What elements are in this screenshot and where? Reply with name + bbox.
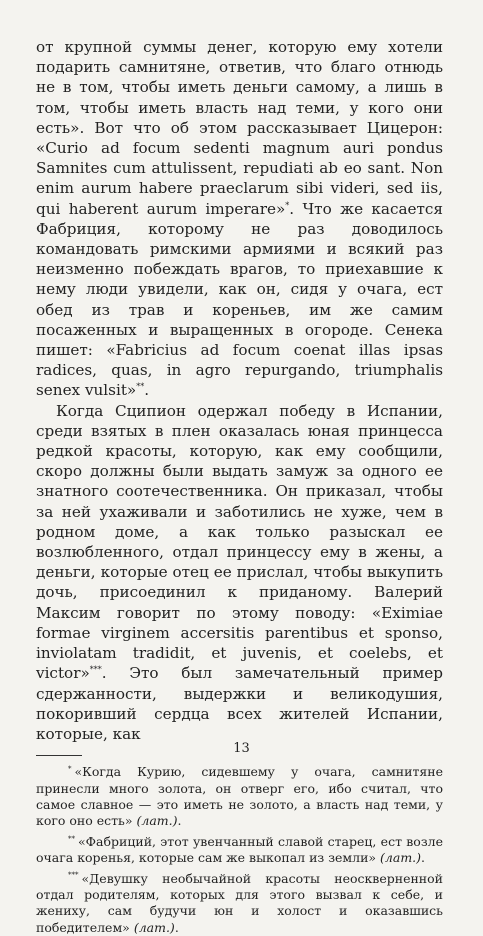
footnote-1-lang: (лат.) [136, 813, 178, 829]
paragraph-2 [36, 401, 443, 744]
page-number: 13 [233, 741, 250, 756]
footnote-1-end: . [177, 813, 182, 829]
main-text [36, 37, 443, 744]
footnote-3-lang: (лат.) [133, 919, 175, 935]
footnote-3-text: «Девушку необычайной красоты неоскверненной отдал родителям, которых для этого вызвал к себе, и жениху, сам будучи юн и холост и оказавшись победителем» [36, 870, 443, 935]
paragraph-1-text-b: . Что же касается Фабриция, которому не раз доводилось командовать римскими армиями и всякий раз неизменно побеждать врагов, то приехавшие к нему люди увидели, как он, сидя у очага, ест обед из трав и кореньев, им же самим посаженных и выращенных в огороде. Сенека пишет: «Fabricius ad focum coenat illas ipsas radices, quas, in agro repurgando, triumphalis senex vulsit» [36, 199, 444, 400]
footnote-ref-1: * [285, 200, 290, 210]
footnotes [36, 764, 443, 936]
footnote-ref-2: ** [136, 382, 145, 392]
footnote-ref-3: *** [89, 665, 102, 675]
paragraph-1 [36, 37, 443, 401]
paragraph-2-text-b: . Это был замечательный пример сдержанности, выдержки и великодушия, покоривший сердца всех жителей Испании, которые, как [36, 664, 443, 743]
footnote-1-text: «Когда Курию, сидевшему у очага, самнитяне принесли много золота, он отверг его, ибо считал, что самое славное — это иметь не золото, а власть над теми, у кого оно есть» [36, 764, 443, 829]
footnote-3-end: . [174, 919, 179, 935]
footnote-1-mark: * [68, 764, 72, 773]
paragraph-1-text-c: . [144, 381, 150, 400]
footnote-1 [36, 764, 443, 830]
footnote-2-end: . [421, 850, 426, 866]
footnote-2-lang: (лат.) [380, 850, 422, 866]
footnote-2 [36, 834, 443, 867]
paragraph-2-text-a: Когда Сципион одержал победу в Испании, среди взятых в плен оказалась юная принцесса редкой красоты, которую, как ему сообщили, скоро должны были выдать замуж за одного ее знатного соотечественника. Он приказал, чтобы за ней ухаживали и заботились не хуже, чем в родном доме, а как только разыскал ее возлюбленного, отдал принцессу ему в жены, а деньги, которые отец ее прислал, чтобы выкупить дочь, присоединил к приданому. Валерий Максим говорит по этому поводу: «Eximiae formae virginem accersitis parentibus et sponso, inviolatam tradidit, et juvenis, et coelebs, et victor» [36, 401, 443, 683]
paragraph-1-text-a: от крупной суммы денег, которую ему хотели подарить самнитяне, ответив, что благо отнюдь не в том, чтобы иметь деньги самому, а лишь в том, чтобы иметь власть над теми, у кого они есть». Вот что об этом рассказывает Цицерон: «Curio ad focum sedenti magnum auri pondus Samnites cum attulissent, repudiati ab eo sant. Non enim aurum habere praeclarum sibi videri, sed iis, qui haberent aurum imperare» [36, 38, 443, 218]
footnote-2-text: «Фабриций, этот увенчанный славой старец, ест возле очага коренья, которые сам же выкопал из земли» [36, 833, 443, 866]
footnote-2-mark: ** [68, 834, 75, 843]
footnote-3-mark: *** [68, 871, 79, 880]
footnote-3 [36, 871, 443, 936]
